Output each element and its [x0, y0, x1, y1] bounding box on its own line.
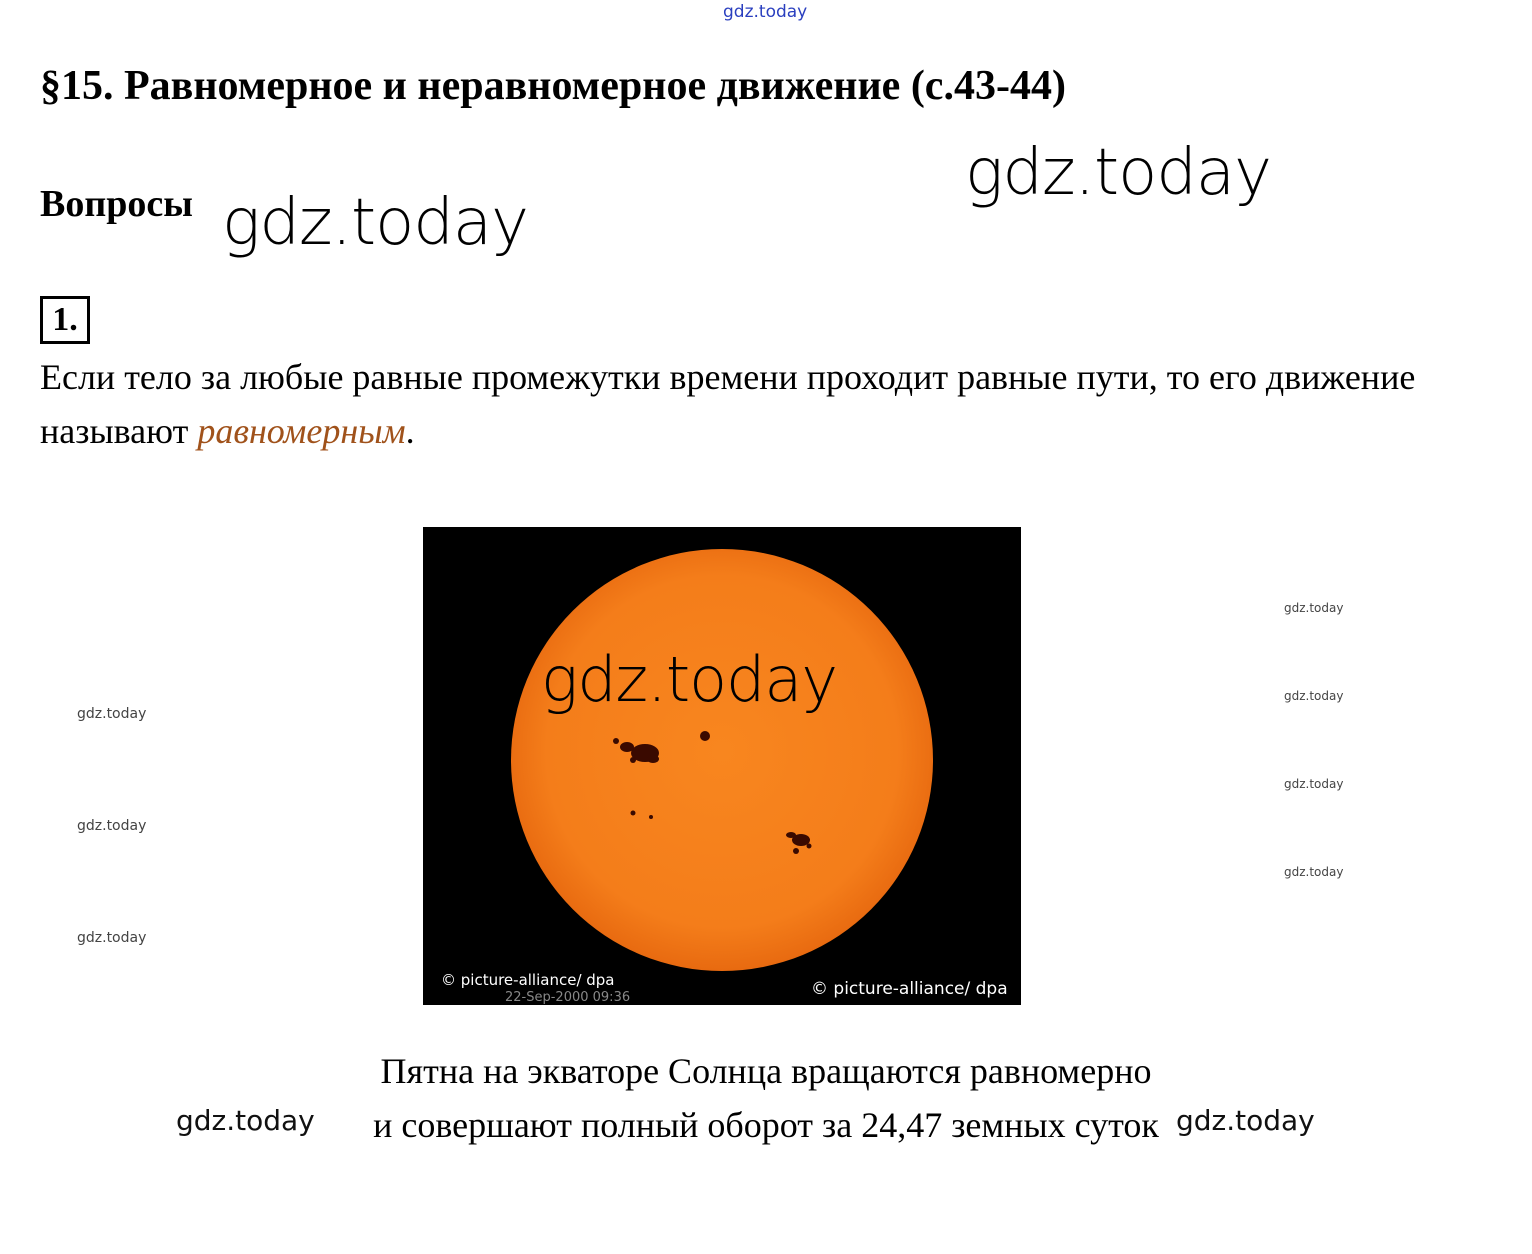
photo-credit-right: © picture-alliance/ dpa — [811, 979, 1008, 999]
caption-line-1: Пятна на экваторе Солнца вращаются равномерно — [380, 1051, 1152, 1091]
watermark-side: gdz.today — [77, 818, 147, 834]
watermark-side: gdz.today — [1284, 865, 1344, 879]
page-title: §15. Равномерное и неравномерное движение (с.43-44) — [40, 63, 1066, 109]
watermark-side: gdz.today — [1284, 689, 1344, 703]
sun-disk — [511, 549, 933, 971]
sun-illustration — [423, 527, 1021, 1005]
watermark-caption-right: gdz.today — [1176, 1104, 1315, 1137]
question-number: 1. — [40, 296, 90, 344]
watermark-side: gdz.today — [77, 706, 147, 722]
answer-text — [40, 350, 1480, 458]
watermark-on-photo: gdz.today — [541, 643, 838, 716]
section-heading: Вопросы — [40, 183, 193, 225]
caption-line-2: и совершают полный оборот за 24,47 земных суток — [373, 1105, 1159, 1145]
watermark-side: gdz.today — [1284, 777, 1344, 791]
answer-highlight: равномерным — [197, 411, 406, 451]
answer-text-end: . — [405, 411, 415, 451]
watermark-top: gdz.today — [723, 2, 808, 22]
watermark-large-right: gdz.today — [965, 136, 1271, 210]
sun-photo — [423, 527, 1021, 1005]
watermark-caption-left: gdz.today — [176, 1104, 315, 1137]
photo-date-stamp: 22-Sep-2000 09:36 — [505, 990, 631, 1005]
answer-text-main: Если тело за любые равные промежутки времени проходит равные пути, то его движение называют — [40, 357, 1416, 451]
watermark-side: gdz.today — [1284, 601, 1344, 615]
watermark-large-left: gdz.today — [222, 186, 528, 260]
watermark-side: gdz.today — [77, 930, 147, 946]
photo-credit-left: © picture-alliance/ dpa — [441, 971, 615, 989]
